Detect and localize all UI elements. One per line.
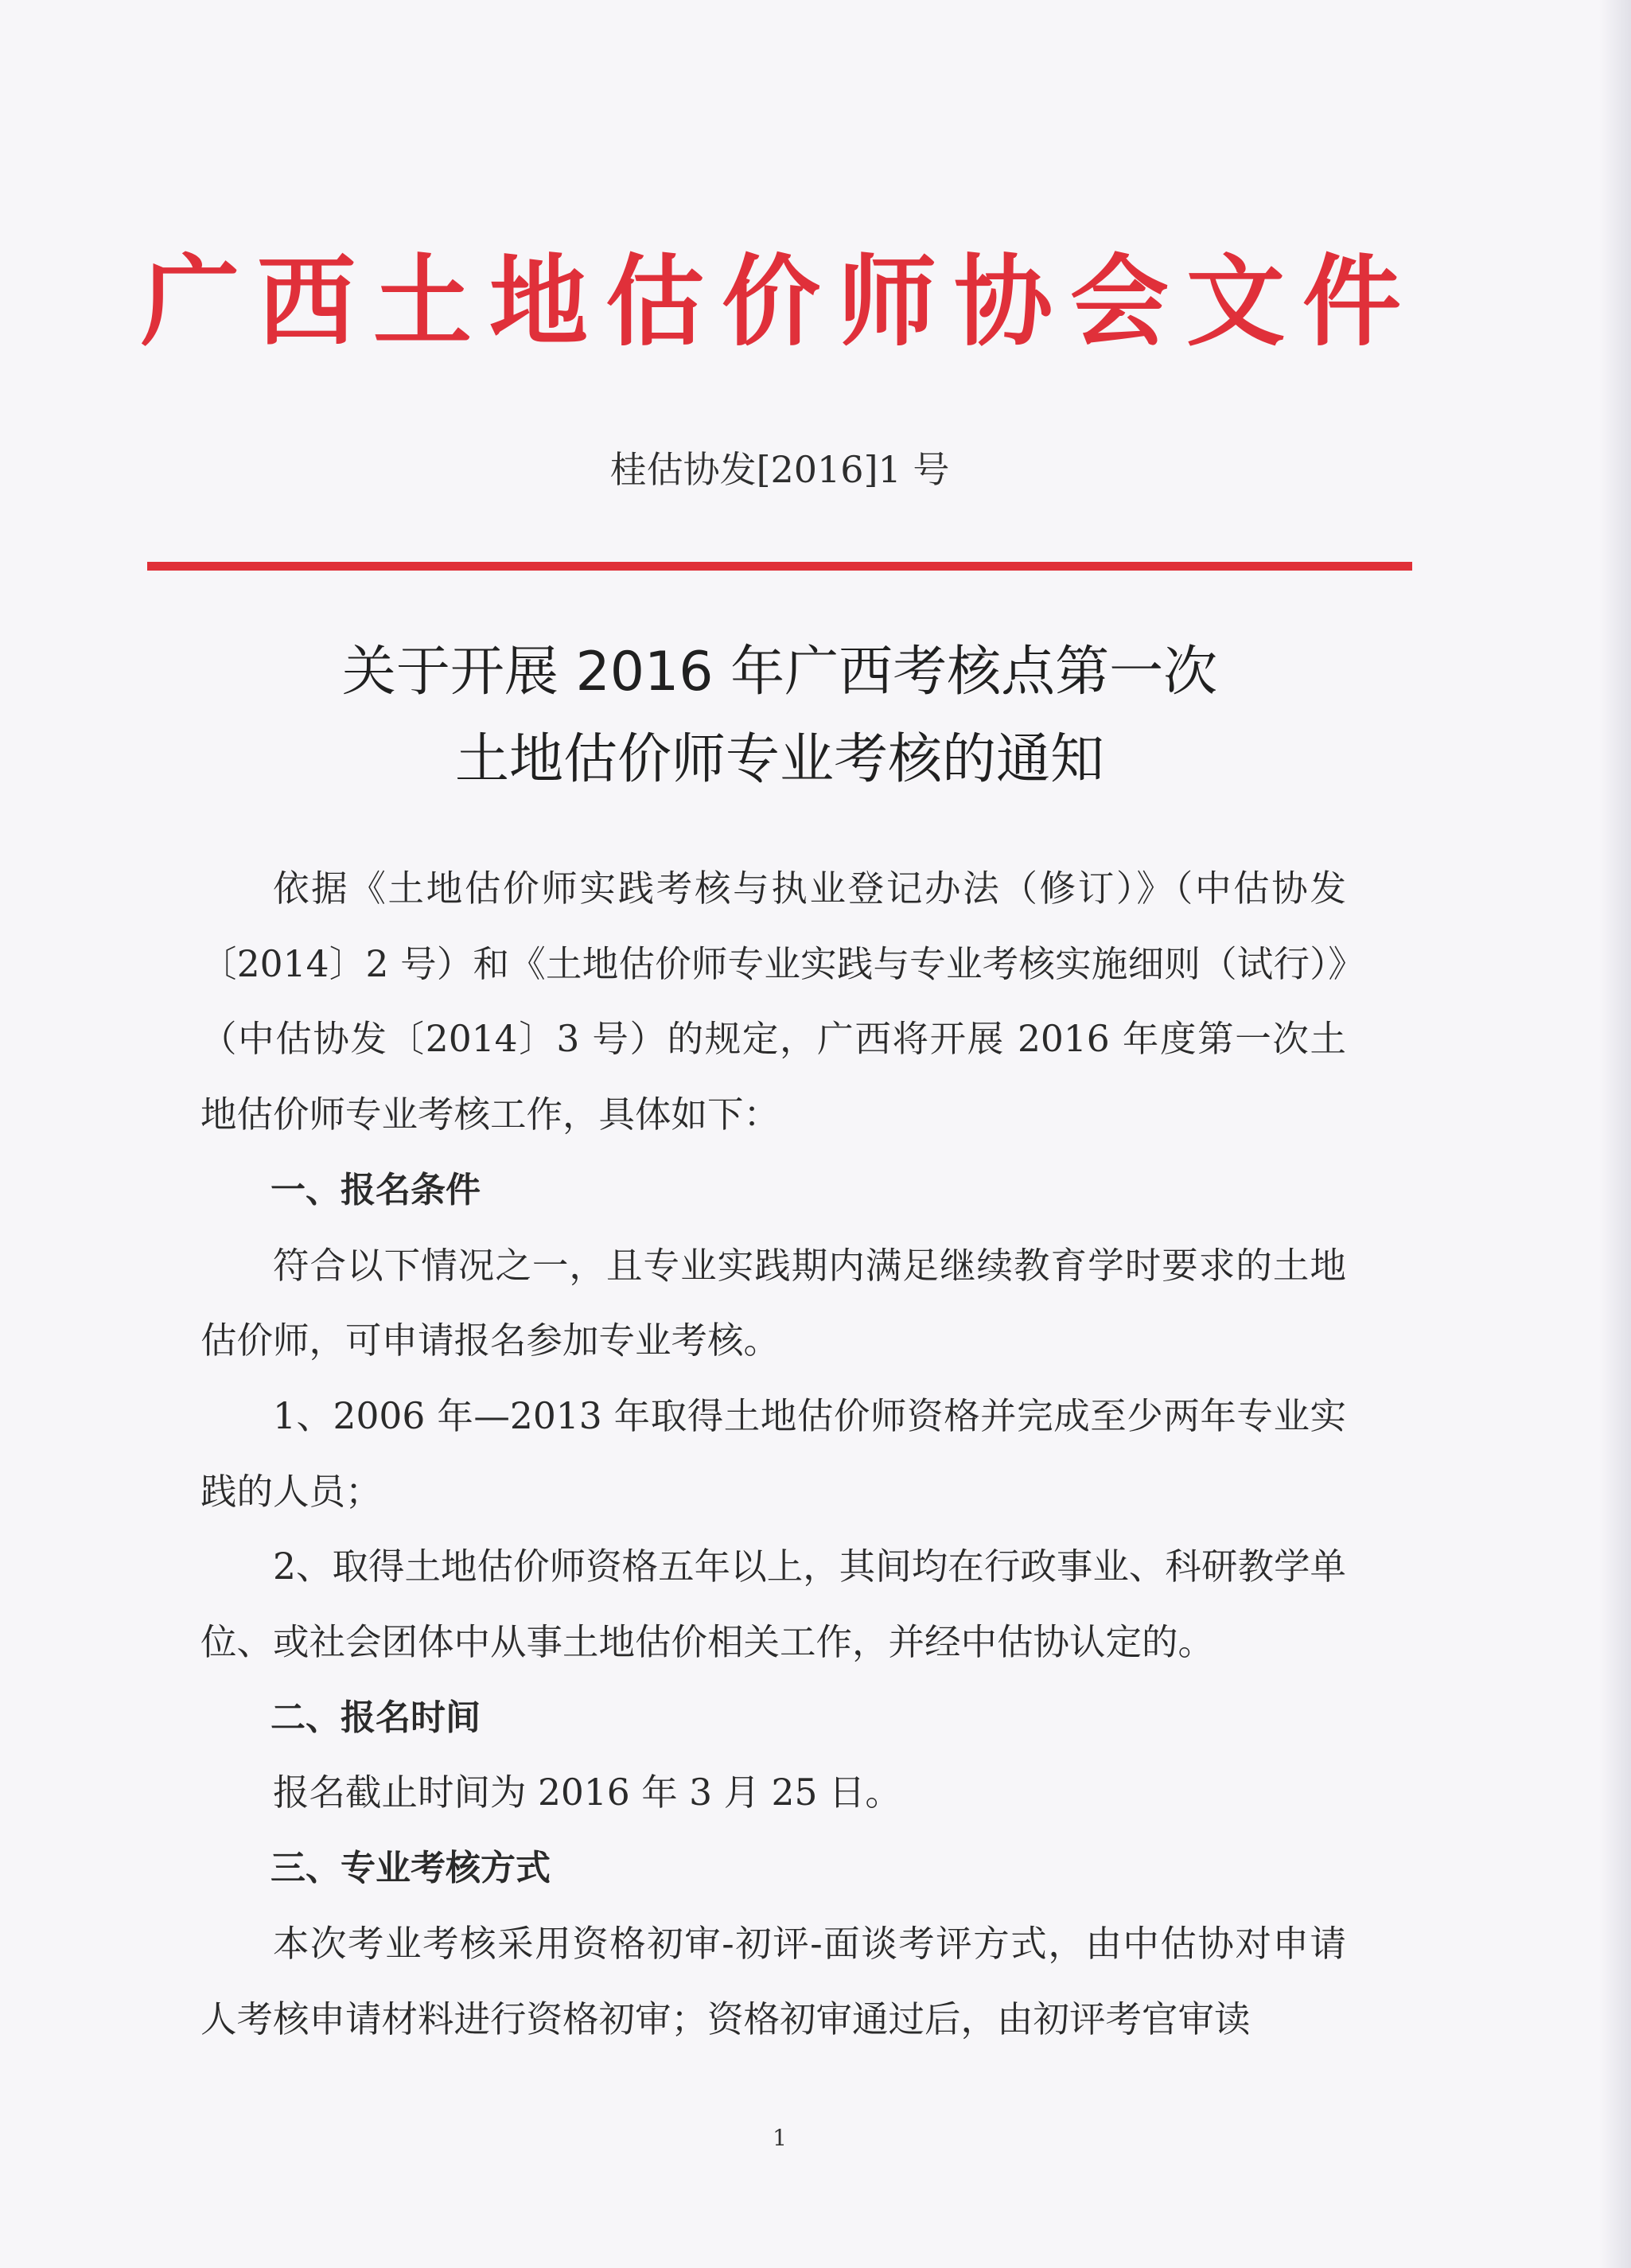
body-paragraph: 2、取得土地估价师资格五年以上，其间均在行政事业、科研教学单位、或社会团体中从事土地估价相关工作，并经中估协认定的。 xyxy=(200,1545,1346,1664)
body-paragraph: 符合以下情况之一，且专业实践期内满足继续教育学时要求的土地估价师，可申请报名参加专业考核。 xyxy=(200,1244,1346,1362)
notice-title-line-1: 关于开展 2016 年广西考核点第一次 xyxy=(341,641,1218,703)
body-paragraph: 依据《土地估价师实践考核与执业登记办法（修订）》（中估协发〔2014〕2 号）和《土地估价师专业实践与专业考核实施细则（试行）》（中估协发〔2014〕3 号）的规定，广西将开展 2016 年度第一次土地估价师专业考核工作，具体如下： xyxy=(200,867,1346,1136)
scan-edge-shadow xyxy=(1599,0,1631,2268)
page-number: 1 xyxy=(773,2125,787,2151)
notice-title-line-2: 土地估价师专业考核的通知 xyxy=(454,728,1104,791)
notice-body xyxy=(200,851,1346,2057)
body-paragraph: 本次考业考核采用资格初审-初评-面谈考评方式，由中估协对申请人考核申请材料进行资格初审；资格初审通过后，由初评考官审读 xyxy=(200,1922,1346,2040)
section-heading: 二、报名时间 xyxy=(271,1697,481,1738)
document-number: 桂估协发[2016]1 号 xyxy=(609,448,950,491)
body-paragraph: 1、2006 年—2013 年取得土地估价师资格并完成至少两年专业实践的人员； xyxy=(200,1394,1346,1513)
section-heading: 三、专业考核方式 xyxy=(271,1848,551,1889)
red-separator-line xyxy=(147,562,1412,571)
document-header: 广西土地估价师协会文件 xyxy=(140,244,1419,360)
body-paragraph: 报名截止时间为 2016 年 3 月 25 日。 xyxy=(273,1771,901,1814)
section-heading: 一、报名条件 xyxy=(271,1169,481,1210)
